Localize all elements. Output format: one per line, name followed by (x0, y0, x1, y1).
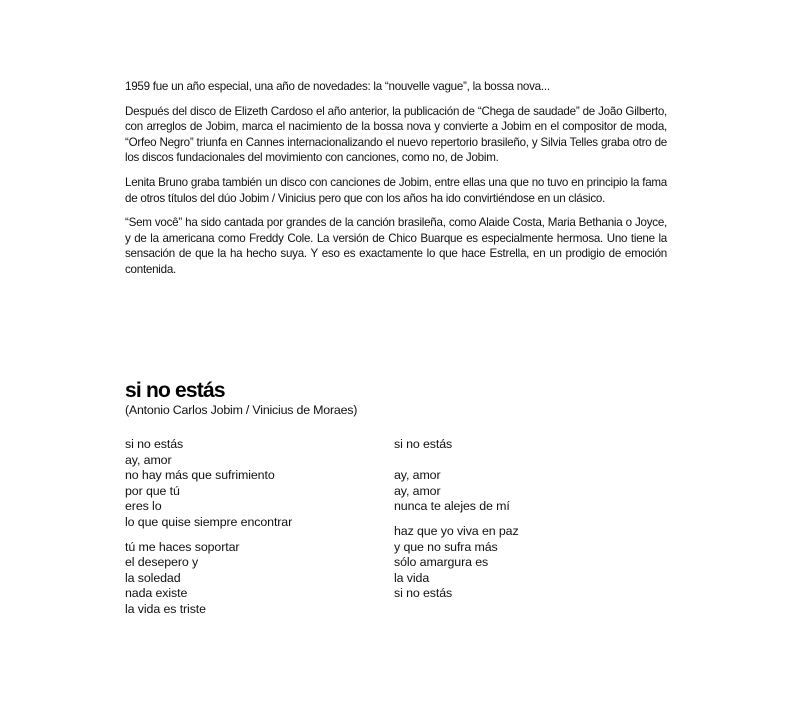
lyrics-left-column (125, 437, 375, 627)
lyric-line: no hay más que sufrimiento (125, 468, 275, 483)
lyric-line: si no estás (125, 437, 184, 451)
lyrics-stanza (394, 468, 644, 515)
lyrics-stanza (394, 524, 644, 602)
lyric-line: y que no sufra más (394, 539, 498, 554)
lyrics-stanza (125, 437, 375, 531)
lyric-line: lo que quise siempre encontrar (125, 514, 293, 529)
paragraph: “Sem você” ha sido cantada por grandes de la canción brasileña, como Alaide Costa, Maria Bethania o Joyce, y de la americana como Freddy Cole. La versión de Chico Buarque es especialmente hermosa. Uno tiene la sensación de que la ha hecho suya. Y eso es exactamente lo que hace Estrella, en un prodigio de emoción contenida. (125, 216, 667, 276)
lyrics-stanza (125, 540, 375, 618)
lyric-line: por que tú (125, 483, 180, 498)
song-credit: (Antonio Carlos Jobim / Vinicius de Moraes) (125, 403, 358, 417)
lyric-line: haz que yo viva en paz (394, 523, 519, 538)
lyric-line: la vida es triste (125, 601, 206, 616)
lyric-line: ay, amor (394, 483, 441, 498)
lyrics-spacer (394, 453, 644, 469)
intro-text (125, 79, 667, 287)
lyric-line: si no estás (394, 586, 453, 601)
lyric-line: la soledad (125, 570, 181, 585)
lyric-line: eres lo (125, 499, 162, 514)
lyric-line: tú me haces soportar (125, 539, 240, 554)
lyric-line: si no estás (394, 437, 453, 451)
lyric-line: nunca te alejes de mí (394, 499, 510, 514)
lyric-line: ay, amor (394, 468, 441, 483)
lyric-line: el desepero y (125, 555, 199, 570)
paragraph: Después del disco de Elizeth Cardoso el año anterior, la publicación de “Chega de saudade” de João Gilberto, con arreglos de Jobim, marca el nacimiento de la bossa nova y convierte a Jobim en el compositor de moda, “Orfeo Negro” triunfa en Cannes internacionalizando el nuevo repertorio brasileño, y Silvia Telles graba otro de los discos fundacionales del movimiento con canciones, como no, de Jobim. (125, 104, 667, 165)
lyric-line: sólo amargura es (394, 555, 489, 570)
lyric-line: ay, amor (125, 452, 172, 467)
lyrics-right-column (394, 437, 644, 611)
paragraph: 1959 fue un año especial, una año de novedades: la “nouvelle vague”, la bossa nova... (125, 80, 550, 93)
lyric-line: la vida (394, 570, 430, 585)
song-title: si no estás (125, 379, 225, 402)
lyric-line: nada existe (125, 586, 188, 601)
paragraph: Lenita Bruno graba también un disco con canciones de Jobim, entre ellas una que no tuvo en principio la fama de otros títulos del dúo Jobim / Vinicius pero que con los años ha ido convirtiéndose en un clásico. (125, 175, 667, 205)
